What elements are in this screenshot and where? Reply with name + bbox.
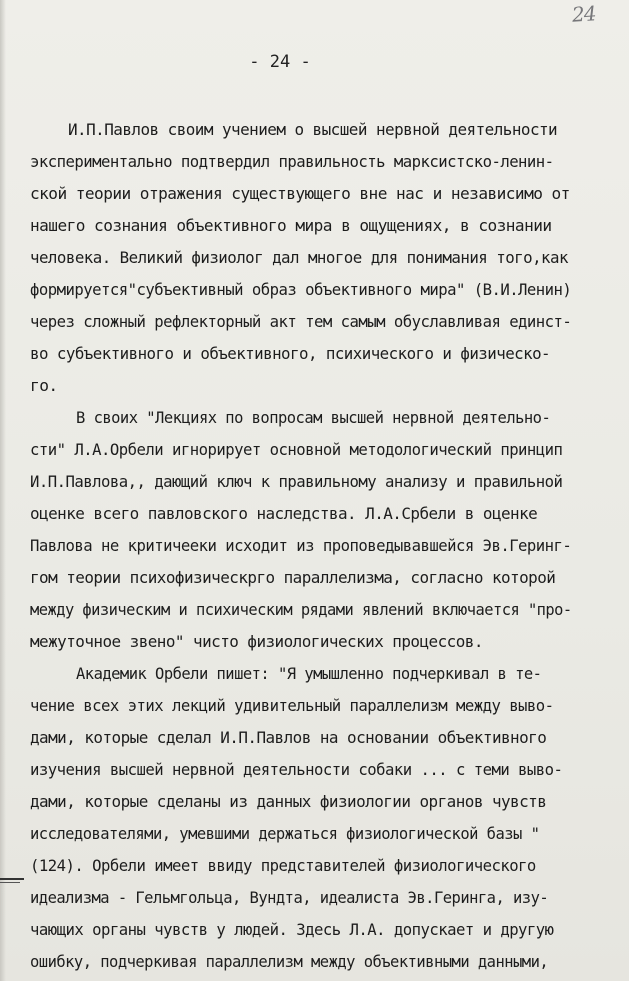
text-line: Академик Орбели пишет: "Я умышленно подчеркивал в те- [76, 664, 542, 683]
text-line: чающих органы чувств у людей. Здесь Л.А. допускает и другую [30, 920, 554, 939]
text-line: гом теории психофизическрго параллелизма, согласно которой [30, 568, 556, 587]
text-line: чение всех этих лекций удивительный параллелизм между выво- [30, 696, 554, 715]
text-line: формируется"субъективный образ объективного мира" (В.И.Ленин) [30, 280, 572, 299]
text-line: дами, которые сделаны из данных физиологии органов чувств [30, 792, 547, 811]
text-line: между физическим и психическим рядами явлений включается "про- [30, 600, 572, 619]
text-line: идеализма - Гельмгольца, Вундта, идеалиста Эв.Геринга, изу- [30, 888, 549, 907]
text-line: сти" Л.А.Орбели игнорирует основной методологический принцип [30, 440, 563, 459]
margin-mark [0, 878, 24, 880]
text-line: человека. Великий физиолог дал многое для понимания того,как [30, 248, 568, 267]
text-line: го. [30, 376, 58, 395]
text-line: И.П.Павлова,, дающий ключ к правильному анализу и правильной [30, 472, 563, 491]
text-line: И.П.Павлов своим учением о высшей нервной деятельности [68, 120, 558, 139]
text-line: В своих "Лекциях по вопросам высшей нервной деятельно- [76, 408, 551, 427]
text-line: межуточное звено" чисто физиологических процессов. [30, 632, 483, 651]
text-line: дами, которые сделал И.П.Павлов на основании объективного [30, 728, 547, 747]
text-line: через сложный рефлекторный акт тем самым обуславливая единст- [30, 312, 572, 331]
archive-folio-number: 24 [570, 1, 596, 27]
text-line: экспериментально подтвердил правильность марксистско-ленин- [30, 152, 554, 171]
text-line: оценке всего павловского наследства. Л.А.Србели в оценке [30, 504, 538, 523]
text-line: во субъективного и объективного, психического и физическо- [30, 344, 551, 363]
text-line: Павлова не критичееки исходит из проповедывавшейся Эв.Геринг- [30, 536, 572, 555]
text-line: исследователями, умевшими держаться физиологической базы " [30, 824, 540, 843]
page-edge-shadow [0, 0, 6, 981]
text-line: ошибку, подчеркивая параллелизм между объективными данными, [30, 952, 549, 971]
text-line: нашего сознания объективного мира в ощущениях, в сознании [30, 216, 552, 235]
text-line: изучения высшей нервной деятельности собаки ... с теми выво- [30, 760, 563, 779]
margin-mark [0, 882, 20, 883]
page-number: - 24 - [249, 52, 311, 72]
text-line: (124). Орбели имеет ввиду представителей физиологического [30, 856, 536, 875]
text-line: ской теории отражения существующего вне нас и независимо от [30, 184, 570, 203]
